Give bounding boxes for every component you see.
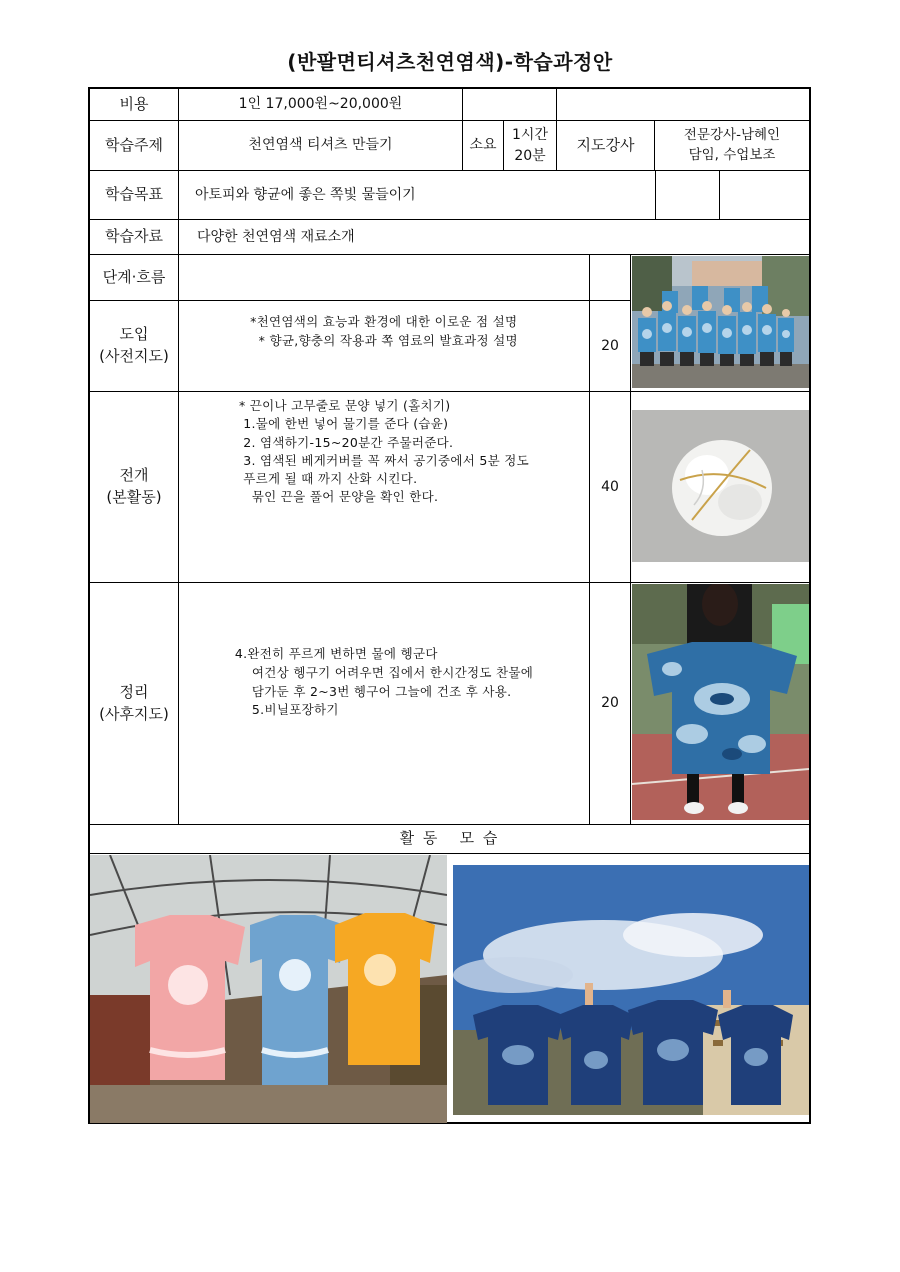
instructor-main: 전문강사-남혜인 [683,126,781,143]
stage-wrapup-title: 정리 [119,682,149,701]
duration-value-hours: 1시간 [512,127,548,144]
content-line: 2. 염색하기-15~20분간 주물러준다. [238,434,454,450]
stage-intro-title: 도입 [119,325,149,344]
blank-cell [556,88,810,121]
content-line: 3. 염색된 베게커버를 꼭 짜서 공기중에서 5분 정도 [238,452,530,468]
material-value: 다양한 천연염색 재료소개 [178,219,810,255]
instructor-value [654,120,810,171]
cost-value: 1인 17,000원~20,000원 [178,88,463,121]
content-line: 5.비닐포장하기 [234,702,339,718]
content-line: 4.완전히 푸르게 변하면 물에 헹군다 [234,646,438,661]
content-line: *천연염색의 효능과 환경에 대한 이로운 점 설명 [250,314,518,329]
content-line: * 향균,향충의 작용과 쪽 염료의 발효과정 설명 [250,332,518,348]
content-line: * 끈이나 고무줄로 문양 넣기 (홀치기) [238,398,451,413]
content-line: 1.물에 한번 넣어 물기를 준다 (습윤) [238,416,449,432]
hanging-shirts-photo [90,855,447,1123]
activity-label: 활 동 모 습 [399,829,500,848]
stage-intro-name [89,300,179,392]
document-title: (반팔면티셔츠천연염색)-학습과정안 [287,50,613,74]
students-group-photo [632,256,809,388]
stage-wrapup-minutes: 20 [589,582,631,825]
duration-label: 소요 [462,120,504,171]
blank-cell [589,254,631,301]
blank-cell [462,88,557,121]
student-holding-shirt-photo [632,584,809,820]
stage-main-minutes: 40 [589,391,631,583]
stage-intro-minutes: 20 [589,300,631,392]
content-line: 푸르게 될 때 까지 산화 시킨다. [238,471,418,486]
stage-main-subtitle: (본활동) [106,488,162,506]
content-line: 묶인 끈을 풀어 문양을 확인 한다. [238,489,439,505]
instructor-label: 지도강사 [556,120,655,171]
goal-label: 학습목표 [89,170,179,220]
stage-intro-content [178,300,590,392]
material-label: 학습자료 [89,219,179,255]
goal-value: 아토피와 향균에 좋은 쪽빛 물들이기 [178,170,656,220]
stage-intro-subtitle: (사전지도) [99,347,169,365]
stage-main-title: 전개 [119,466,149,485]
topic-label: 학습주제 [89,120,179,171]
blank-cell [655,170,720,220]
stage-label: 단계·흐름 [89,254,179,301]
blank-cell [178,254,590,301]
tied-fabric-photo [632,410,809,562]
instructor-assist: 담임, 수업보조 [688,146,776,163]
content-line: 여건상 헹구기 어려우면 집에서 한시간정도 찬물에 [234,664,534,680]
activity-header [89,824,810,854]
duration-value-minutes: 20분 [514,147,546,164]
duration-value [503,120,557,171]
stage-wrapup-content [178,582,590,825]
topic-value: 천연염색 티셔츠 만들기 [178,120,463,171]
content-line: 담가둔 후 2~3번 헹구어 그늘에 건조 후 사용. [234,683,512,699]
blank-cell [719,170,810,220]
stage-main-name [89,391,179,583]
kids-holding-shirts-photo [453,865,809,1115]
stage-wrapup-subtitle: (사후지도) [99,704,169,723]
stage-main-content [178,391,590,583]
stage-wrapup-name [89,582,179,825]
cost-label: 비용 [89,88,179,121]
